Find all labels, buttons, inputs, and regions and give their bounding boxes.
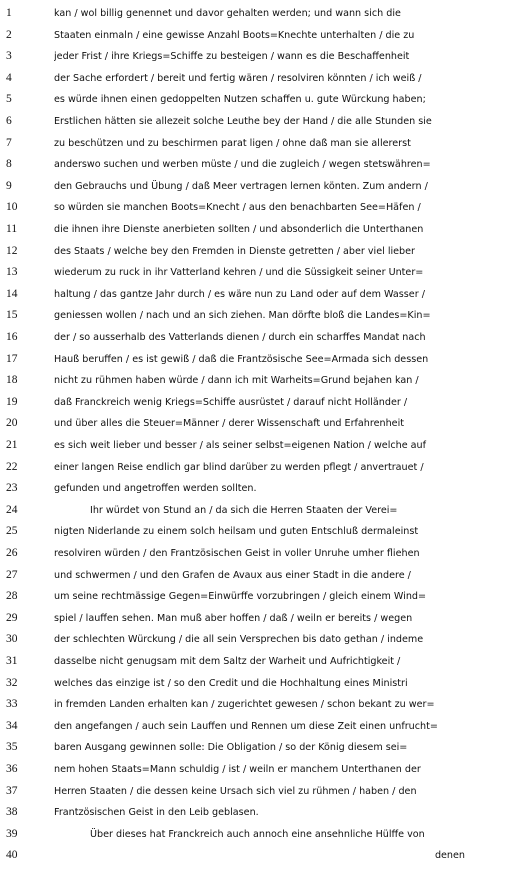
text-line: [0, 586, 513, 608]
text-line: [0, 262, 513, 284]
line-number: 26: [6, 547, 18, 559]
text-line: [0, 781, 513, 803]
text-line: [0, 824, 513, 846]
text-line: [0, 845, 513, 867]
line-number: 23: [6, 482, 18, 495]
line-number: 16: [6, 331, 18, 343]
line-number: 30: [6, 633, 18, 646]
line-number: 2: [6, 28, 12, 41]
text-line: [0, 392, 513, 414]
line-number: 9: [6, 179, 12, 192]
line-text: dasselbe nicht genugsam mit dem Saltz der Warheit und Aufrichtigkeit /: [54, 656, 401, 667]
line-text: jeder Frist / ihre Kriegs=Schiffe zu besteigen / wann es die Beschaffenheit: [54, 51, 410, 63]
line-text: der schlechten Würckung / die all sein Versprechen bis dato gethan / indeme: [54, 634, 424, 646]
text-line: [0, 457, 513, 479]
line-text: nicht zu rühmen haben würde / dann ich mit Warheits=Grund bejahen kan /: [54, 375, 419, 387]
line-text: so würden sie manchen Boots=Knecht / aus den benachbarten See=Häfen /: [54, 202, 421, 214]
text-line: [0, 349, 513, 371]
line-number: 11: [6, 223, 18, 235]
line-number: 25: [6, 525, 18, 538]
line-number: 27: [6, 568, 18, 581]
line-text: nigten Niderlande zu einem solch heilsam und guten Entschluß dermaleinst: [54, 526, 419, 538]
line-text: Staaten einmaln / eine gewisse Anzahl Boots=Knechte unterhalten / die zu: [54, 29, 415, 41]
line-number: 12: [6, 244, 18, 257]
text-line: [0, 759, 513, 781]
line-text: Frantzösischen Geist in den Leib geblasen.: [54, 807, 259, 819]
text-line: [0, 716, 513, 738]
text-line: [0, 284, 513, 306]
line-text: des Staats / welche bey den Fremden in Dienste getretten / aber viel lieber: [54, 245, 415, 257]
line-number: 13: [6, 266, 18, 279]
text-line: [0, 241, 513, 263]
line-number: 35: [6, 741, 18, 754]
line-number: 4: [6, 71, 12, 84]
line-number: 22: [6, 460, 18, 473]
line-text: um seine rechtmässige Gegen=Einwürffe vorzubringen / gleich einem Wind=: [54, 591, 427, 603]
text-line: [0, 435, 513, 457]
line-text: daß Franckreich wenig Kriegs=Schiffe ausrüstet / darauf nicht Holländer /: [54, 396, 408, 408]
line-number: 5: [6, 93, 12, 106]
text-line: [0, 370, 513, 392]
line-number: 34: [6, 719, 18, 732]
line-number: 7: [6, 136, 12, 149]
line-number: 37: [6, 784, 18, 797]
line-text: nem hohen Staats=Mann schuldig / ist / weiln er manchem Unterthanen der: [54, 764, 421, 775]
line-text: Herren Staaten / die dessen keine Ursach sich viel zu rühmen / haben / den: [54, 785, 417, 797]
text-line: [0, 673, 513, 695]
text-line: [0, 3, 513, 25]
line-number: 40: [6, 849, 18, 862]
text-line: [0, 68, 513, 90]
line-number: 33: [6, 698, 18, 711]
text-line: [0, 219, 513, 241]
line-number: 15: [6, 309, 18, 322]
line-number: 36: [6, 763, 18, 775]
line-text: baren Ausgang gewinnen solle: Die Obligation / so der König diesem sei=: [54, 742, 408, 754]
text-line: [0, 327, 513, 349]
line-number: 38: [6, 806, 18, 819]
line-number: 1: [6, 7, 12, 19]
line-text: Ihr würdet von Stund an / da sich die Herren Staaten der Verei=: [90, 504, 398, 516]
line-number: 18: [6, 374, 18, 387]
line-text: gefunden und angetroffen werden sollten.: [54, 483, 257, 495]
line-text: und schwermen / und den Grafen de Avaux aus einer Stadt in die andere /: [54, 569, 411, 581]
text-line: [0, 305, 513, 327]
line-text: den angefangen / auch sein Lauffen und Rennen um diese Zeit einen unfrucht=: [54, 720, 438, 732]
text-line: [0, 46, 513, 68]
text-line: [0, 478, 513, 500]
line-number: 14: [6, 287, 18, 300]
text-line: [0, 500, 513, 522]
line-text: Erstlichen hätten sie allezeit solche Leuthe bey der Hand / die alle Stunden sie: [54, 116, 432, 127]
text-line: [0, 521, 513, 543]
text-line: [0, 565, 513, 587]
text-line: [0, 89, 513, 111]
line-text: und über alles die Steuer=Männer / derer Wissenschaft und Erfahrenheit: [54, 418, 405, 430]
text-line: [0, 651, 513, 673]
line-text: es würde ihnen einen gedoppelten Nutzen schaffen u. gute Würckung haben;: [54, 94, 426, 106]
line-number: 31: [6, 655, 18, 667]
line-text: welches das einzige ist / so den Credit und die Hochhaltung eines Ministri: [54, 677, 408, 689]
line-text: spiel / lauffen sehen. Man muß aber hoffen / daß / weiln er bereits / wegen: [54, 612, 413, 624]
line-text: den Gebrauchs und Übung / daß Meer vertragen lernen könten. Zum andern /: [54, 180, 428, 192]
text-line: [0, 111, 513, 133]
line-text: es sich weit lieber und besser / als seiner selbst=eigenen Nation / welche auf: [54, 440, 427, 451]
text-line: [0, 629, 513, 651]
line-text: geniessen wollen / nach und an sich ziehen. Man dörfte bloß die Landes=Kin=: [54, 310, 431, 322]
line-text: anderswo suchen und werben müste / und die zugleich / wegen stetswähren=: [54, 159, 431, 171]
line-number: 32: [6, 676, 18, 689]
line-text: kan / wol billig genennet und davor gehalten werden; und wann sich die: [54, 8, 401, 19]
line-text: die ihnen ihre Dienste anerbieten sollten / und absonderlich die Unterthanen: [54, 224, 424, 235]
line-number: 3: [6, 50, 12, 63]
line-number: 24: [6, 503, 18, 516]
line-text: in fremden Landen erhalten kan / zugerichtet gewesen / schon bekant zu wer=: [54, 699, 435, 711]
line-number: 19: [6, 395, 18, 408]
line-number: 6: [6, 115, 12, 127]
text-line: [0, 197, 513, 219]
text-line: [0, 413, 513, 435]
line-text: der Sache erfordert / bereit und fertig wären / resolviren könnten / ich weiß /: [54, 72, 422, 84]
line-text: resolviren würden / den Frantzösischen Geist in voller Unruhe umher fliehen: [54, 548, 420, 559]
line-text: zu beschützen und zu beschirmen parat ligen / ohne daß man sie allererst: [54, 137, 411, 149]
line-text: wiederum zu ruck in ihr Vatterland kehren / und die Süssigkeit seiner Unter=: [54, 267, 424, 279]
text-line: [0, 176, 513, 198]
line-number: 20: [6, 417, 18, 430]
line-text: einer langen Reise endlich gar blind darüber zu werden pflegt / anvertrauet /: [54, 461, 424, 473]
line-number: 21: [6, 439, 18, 451]
text-line: [0, 694, 513, 716]
text-line: [0, 543, 513, 565]
text-line: [0, 133, 513, 155]
line-text: haltung / das gantze Jahr durch / es wäre nun zu Land oder auf dem Wasser /: [54, 288, 425, 300]
line-number: 28: [6, 590, 18, 603]
text-line: [0, 802, 513, 824]
text-line: [0, 737, 513, 759]
text-line: [0, 25, 513, 47]
line-number: 29: [6, 611, 18, 624]
line-text: Über dieses hat Franckreich auch annoch eine ansehnliche Hülffe von: [90, 828, 425, 840]
text-line: [0, 608, 513, 630]
line-text: denen: [434, 850, 465, 862]
line-number: 39: [6, 827, 18, 840]
line-text: Hauß beruffen / es ist gewiß / daß die Frantzösische See=Armada sich dessen: [54, 353, 429, 365]
text-line: [0, 154, 513, 176]
line-number: 8: [6, 158, 12, 171]
line-number: 10: [6, 201, 18, 214]
line-number: 17: [6, 352, 18, 365]
line-text: der / so ausserhalb des Vatterlands dienen / durch ein scharffes Mandat nach: [54, 332, 426, 343]
